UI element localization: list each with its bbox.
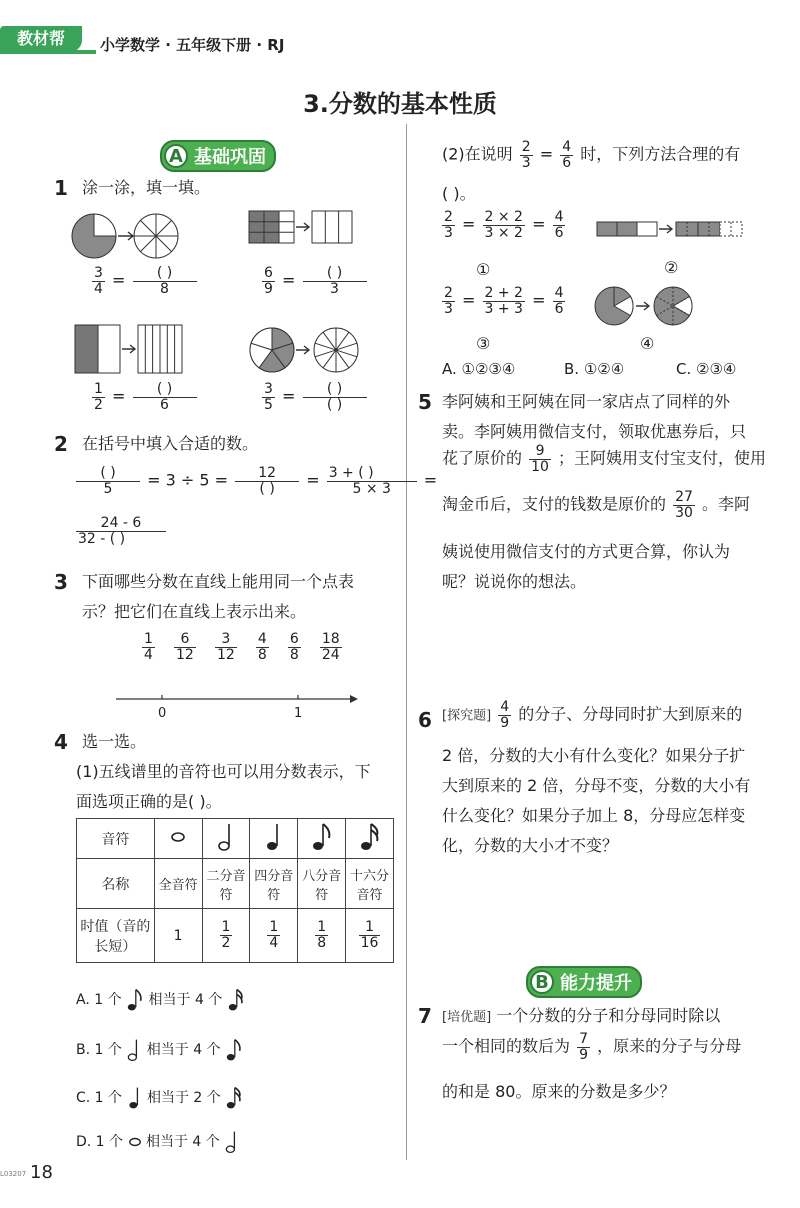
option-b-prefix: B. 1 个 <box>76 1042 122 1058</box>
denominator: 3 × 2 <box>484 224 523 241</box>
denominator: 9 <box>500 714 510 731</box>
q1-text: 涂一涂，填一填。 <box>82 178 211 197</box>
whole-note-cell <box>154 819 202 859</box>
numerator: 18 <box>321 631 340 647</box>
sixteenth-note-cell <box>346 819 394 859</box>
q6-tag: [探究题] <box>442 708 492 724</box>
equals-sign: = <box>282 386 296 406</box>
q5-number: 5 <box>418 390 432 414</box>
q2-equation-line-2 <box>74 516 168 546</box>
note-name: 十六分音符 <box>346 859 394 909</box>
shaded-rect-halves <box>75 325 120 373</box>
denominator[interactable]: ( ) <box>303 397 367 413</box>
denominator: 4 <box>144 646 153 663</box>
method-4-mark: ④ <box>640 334 655 353</box>
q4-part2-answer-b[interactable]: B. ①②④ <box>564 360 625 378</box>
section-b-badge <box>526 966 642 998</box>
fraction <box>520 140 533 170</box>
numerator: 4 <box>554 285 564 301</box>
q4-part2-tail: 时，下列方法合理的有 <box>580 144 741 164</box>
row-header-note: 音符 <box>77 819 155 859</box>
shaded-circle-thirds <box>595 287 633 325</box>
denominator: 8 <box>257 646 267 663</box>
sixteenth-note-icon <box>227 988 245 1012</box>
fraction <box>442 286 455 316</box>
denominator: 5 <box>264 396 273 413</box>
q4-option-c[interactable] <box>76 1086 243 1110</box>
numerator: 6 <box>264 265 273 281</box>
denominator: 9 <box>579 1046 589 1063</box>
equals-sign: = <box>423 470 438 490</box>
fraction <box>142 632 155 662</box>
method-2-figure <box>596 220 744 238</box>
q6-line-3: 大到原来的 2 倍，分母不变，分数的大小有 <box>442 776 751 795</box>
fraction <box>92 266 105 296</box>
note-value-cell <box>202 909 250 963</box>
quarter-note-icon <box>127 1086 143 1110</box>
fraction <box>498 700 511 730</box>
q7-line-1-text: 一个分数的分子和分母同时除以 <box>496 1006 721 1025</box>
q5-line-4-tail: 。李阿 <box>702 494 751 514</box>
q7-line-2-lead: 一个相同的数后为 <box>442 1036 571 1056</box>
numerator: 4 <box>562 139 572 155</box>
half-note-icon <box>224 1130 240 1154</box>
q4-number: 4 <box>54 730 68 754</box>
denominator: 9 <box>264 280 273 297</box>
denominator: 3 <box>444 224 453 241</box>
fraction <box>262 266 275 296</box>
numerator: 24 - 6 <box>100 515 142 531</box>
option-c-suffix: 相当于 2 个 <box>146 1090 221 1106</box>
numerator: 1 <box>269 919 279 936</box>
sixteenth-note-icon <box>359 822 381 852</box>
empty-rect-thirds <box>312 211 352 243</box>
fraction-blank[interactable] <box>133 382 197 412</box>
method-4-figure <box>594 282 698 330</box>
fraction <box>483 210 525 240</box>
denominator: 3 <box>444 300 453 317</box>
page-title: 3.分数的基本性质 <box>303 90 497 118</box>
denominator: 8 <box>133 281 197 297</box>
fraction <box>315 920 328 950</box>
arrow-icon <box>296 346 309 354</box>
shaded-bar-thirds <box>597 222 657 236</box>
q7-line-1 <box>442 1006 720 1026</box>
q5-line-4-lead: 淘金币后，支付的钱数是原价的 <box>442 494 667 514</box>
section-b-label: 能力提升 <box>560 973 632 994</box>
section-a-label: 基础巩固 <box>194 147 266 168</box>
section-b-letter: B <box>530 970 554 994</box>
q3-line-1: 下面哪些分数在直线上能用同一个点表 <box>82 572 355 591</box>
shaded-circle-fifths <box>250 328 294 372</box>
q1-number: 1 <box>54 176 68 200</box>
eighth-note-icon <box>311 822 333 852</box>
eighth-note-icon <box>126 988 144 1012</box>
brand-underline <box>0 50 96 54</box>
fraction <box>215 632 237 662</box>
equals-sign: = <box>532 290 546 310</box>
note-name: 四分音符 <box>250 859 298 909</box>
denominator: 8 <box>289 646 299 663</box>
row-header-duration: 时值（音的长短） <box>77 909 155 963</box>
arrow-icon <box>118 232 133 240</box>
numerator: 3 <box>264 381 273 397</box>
fraction <box>442 210 455 240</box>
q7-tag: [培优题] <box>442 1010 492 1025</box>
denominator: 10 <box>531 458 549 475</box>
q1-eq-4 <box>260 382 369 412</box>
denominator: 24 <box>321 646 340 663</box>
q4-part1-line-1: (1)五线谱里的音符也可以用分数表示，下 <box>76 762 371 781</box>
q4-text: 选一选。 <box>82 732 147 751</box>
fraction <box>288 632 301 662</box>
numerator: 1 <box>144 631 153 647</box>
arrow-icon <box>659 225 672 233</box>
q7-line-2-tail: ，原来的分子与分母 <box>597 1036 742 1056</box>
q4-part2-answer-c[interactable]: C. ②③④ <box>676 360 737 378</box>
equals-sign: = <box>306 470 320 490</box>
column-divider <box>406 124 407 1160</box>
q6-line-2: 2 倍，分数的大小有什么变化？如果分子扩 <box>442 746 746 765</box>
numerator[interactable]: ( ) <box>100 465 116 481</box>
q4-part2-blank[interactable]: ( )。 <box>442 184 476 203</box>
fraction <box>267 920 280 950</box>
whole-note-icon <box>128 1136 142 1148</box>
q6-line-4: 什么变化？如果分子加上 8，分母应怎样变 <box>442 806 746 825</box>
note-name: 二分音符 <box>202 859 250 909</box>
equals-sign: = <box>462 290 476 310</box>
q1-eq-3 <box>90 382 199 412</box>
numerator: 4 <box>500 699 510 715</box>
numerator: 4 <box>257 631 267 647</box>
sixteenth-note-icon <box>225 1086 243 1110</box>
fraction <box>262 382 275 412</box>
empty-circle-eighths <box>134 214 178 258</box>
denominator: 6 <box>554 300 564 317</box>
q6-number: 6 <box>418 708 432 732</box>
q5-line-6: 呢？说说你的想法。 <box>442 572 587 591</box>
denominator: 4 <box>94 280 103 297</box>
q5-line-3-lead: 花了原价的 <box>442 448 523 468</box>
arrow-head-icon <box>350 695 358 703</box>
fraction <box>256 632 269 662</box>
option-b-suffix: 相当于 4 个 <box>146 1042 221 1058</box>
numerator: 9 <box>535 443 545 459</box>
numerator: 12 <box>258 465 277 481</box>
fraction-blank[interactable] <box>76 466 140 496</box>
option-d-prefix: D. 1 个 <box>76 1134 124 1150</box>
q6-line-1-text: 的分子、分母同时扩大到原来的 <box>518 704 743 724</box>
denominator[interactable]: ( ) <box>235 481 299 497</box>
fraction <box>673 490 695 520</box>
denominator: 8 <box>317 935 327 951</box>
numerator: 6 <box>289 631 299 647</box>
fraction <box>553 286 566 316</box>
note-value: 1 <box>154 909 202 963</box>
fraction-blank[interactable] <box>133 266 197 296</box>
method-1-mark: ① <box>476 260 491 279</box>
eighth-note-cell <box>298 819 346 859</box>
note-value-cell <box>250 909 298 963</box>
numerator: 2 + 2 <box>484 285 523 301</box>
note-value-cell <box>298 909 346 963</box>
whole-note-icon <box>170 831 186 843</box>
fraction <box>483 286 525 316</box>
numerator: 1 <box>365 919 374 936</box>
numerator[interactable]: ( ) <box>326 381 343 397</box>
q1-figure-4 <box>246 322 362 378</box>
q1-eq-2 <box>260 266 369 296</box>
option-a-suffix: 相当于 4 个 <box>148 992 223 1008</box>
denominator: 4 <box>269 935 279 951</box>
fraction-blank[interactable] <box>327 466 417 496</box>
numerator: 1 <box>221 919 231 936</box>
denominator[interactable]: 32 - ( ) <box>76 531 166 547</box>
fraction <box>220 920 233 950</box>
q2-text: 在括号中填入合适的数。 <box>82 434 259 453</box>
half-note-icon <box>217 822 235 852</box>
q4-option-d[interactable] <box>76 1130 240 1154</box>
row-header-name: 名称 <box>77 859 155 909</box>
numerator: 1 <box>94 381 103 397</box>
numerator: 2 <box>521 139 531 155</box>
q3-number-line[interactable] <box>114 692 364 706</box>
half-note-cell <box>202 819 250 859</box>
q5-line-2: 卖。李阿姨用微信支付，领取优惠券后，只 <box>442 422 747 441</box>
q4-option-b[interactable] <box>76 1038 243 1062</box>
denominator: 6 <box>133 397 197 413</box>
fraction <box>577 1032 590 1062</box>
q1-figure-1 <box>70 208 180 264</box>
quarter-note-icon <box>265 822 283 852</box>
shaded-circle-quarters <box>72 214 116 258</box>
q6-line-5: 化，分数的大小才不变？ <box>442 836 619 855</box>
q3-fractions <box>140 632 344 662</box>
q7-line-3: 的和是 80。原来的分数是多少？ <box>442 1082 676 1101</box>
note-name: 八分音符 <box>298 859 346 909</box>
q4-part2-answer-a[interactable]: A. ①②③④ <box>442 360 516 378</box>
denominator: 12 <box>176 646 194 663</box>
numerator[interactable]: ( ) <box>156 265 173 281</box>
option-d-suffix: 相当于 4 个 <box>145 1134 220 1150</box>
equals-sign: = <box>462 214 476 234</box>
equals-sign: = <box>112 270 126 290</box>
q4-part2-lead: (2)在说明 <box>442 144 513 164</box>
numerator: 7 <box>579 1031 589 1047</box>
numerator[interactable]: ( ) <box>326 265 343 281</box>
q4-part2-line-1 <box>442 140 740 170</box>
denominator: 3 <box>521 154 531 171</box>
arrow-icon <box>636 302 649 310</box>
fraction <box>92 382 105 412</box>
numerator: 2 × 2 <box>484 209 523 225</box>
empty-rect-sixths <box>138 325 182 373</box>
axis-label-1: 1 <box>294 706 303 721</box>
numerator: 2 <box>444 209 453 225</box>
q5-line-4 <box>442 490 750 520</box>
numerator: 1 <box>317 919 327 936</box>
denominator: 16 <box>360 935 379 951</box>
arrow-icon <box>122 345 135 353</box>
q5-line-3 <box>442 444 766 474</box>
denominator: 30 <box>675 504 693 521</box>
fraction-blank[interactable] <box>76 516 166 546</box>
q3-number: 3 <box>54 570 68 594</box>
q2-equation-line-1 <box>74 466 437 496</box>
denominator: 5 <box>76 481 140 497</box>
q1-figure-2 <box>248 210 354 260</box>
option-a-prefix: A. 1 个 <box>76 992 122 1008</box>
q5-line-5: 姨说使用微信支付的方式更合算，你认为 <box>442 542 731 561</box>
q5-line-1: 李阿姨和王阿姨在同一家店点了同样的外 <box>442 392 731 411</box>
fraction <box>529 444 551 474</box>
q4-option-a[interactable] <box>76 988 245 1012</box>
denominator: 2 <box>221 935 231 951</box>
section-a-badge <box>160 140 276 172</box>
shaded-circle-sixths <box>654 287 692 325</box>
equals-sign: = <box>282 270 296 290</box>
q3-line-2: 示？把它们在直线上表示出来。 <box>82 602 307 621</box>
equals-sign: = <box>112 386 126 406</box>
denominator: 12 <box>216 646 235 663</box>
q1-eq-1 <box>90 266 199 296</box>
denominator: 6 <box>562 154 572 171</box>
method-3-mark: ③ <box>476 334 491 353</box>
equals-sign: = <box>539 144 554 164</box>
fraction-blank[interactable] <box>303 266 367 296</box>
numerator: 6 <box>180 631 190 647</box>
q5-line-3-tail: ；王阿姨用支付宝支付，使用 <box>558 448 767 468</box>
page-number: 18 <box>30 1162 53 1183</box>
eighth-note-icon <box>225 1038 243 1062</box>
denominator: 3 <box>303 281 367 297</box>
denominator: 6 <box>554 224 564 241</box>
numerator: 3 <box>94 265 103 281</box>
equals-sign: = <box>532 214 546 234</box>
numerator: 3 <box>221 631 231 647</box>
numerator: 2 <box>444 285 453 301</box>
note-value-cell <box>346 909 394 963</box>
series-label: 小学数学 · 五年级下册 · RJ <box>100 36 285 54</box>
arrow-icon <box>296 223 309 231</box>
fraction <box>174 632 196 662</box>
fraction-blank[interactable] <box>303 382 367 412</box>
numerator[interactable]: ( ) <box>156 381 173 397</box>
fraction <box>560 140 573 170</box>
brand-tag <box>0 26 82 52</box>
numerator: 27 <box>675 489 693 505</box>
q4-part1-line-2: 面选项正确的是( )。 <box>76 792 222 811</box>
q2-number: 2 <box>54 432 68 456</box>
option-c-prefix: C. 1 个 <box>76 1090 123 1106</box>
division-expression: = 3 ÷ 5 = <box>147 470 229 490</box>
q7-number: 7 <box>418 1004 432 1028</box>
empty-circle-tenths <box>314 328 358 372</box>
shaded-grid-ninths <box>249 211 294 243</box>
numerator: 4 <box>554 209 564 225</box>
shaded-bar-sixths <box>676 222 742 236</box>
half-note-icon <box>126 1038 142 1062</box>
method-1-equation <box>440 210 567 240</box>
fraction <box>320 632 342 662</box>
brand-label: 教材帮 <box>16 29 65 48</box>
fraction <box>359 920 381 950</box>
fraction-blank[interactable] <box>235 466 299 496</box>
notes-table <box>76 818 394 963</box>
q1-figure-3 <box>74 324 184 376</box>
q7-line-2 <box>442 1032 741 1062</box>
denominator: 2 <box>94 396 103 413</box>
q6-line-1 <box>442 700 742 730</box>
footer-code: L03207 <box>0 1170 27 1178</box>
method-2-mark: ② <box>664 258 679 277</box>
numerator[interactable]: 3 + ( ) <box>328 465 374 481</box>
note-name: 全音符 <box>154 859 202 909</box>
fraction <box>553 210 566 240</box>
denominator: 3 + 3 <box>484 300 523 317</box>
section-a-letter: A <box>164 144 188 168</box>
denominator: 5 × 3 <box>327 481 417 497</box>
method-3-equation <box>440 286 567 316</box>
quarter-note-cell <box>250 819 298 859</box>
axis-label-0: 0 <box>158 706 167 721</box>
